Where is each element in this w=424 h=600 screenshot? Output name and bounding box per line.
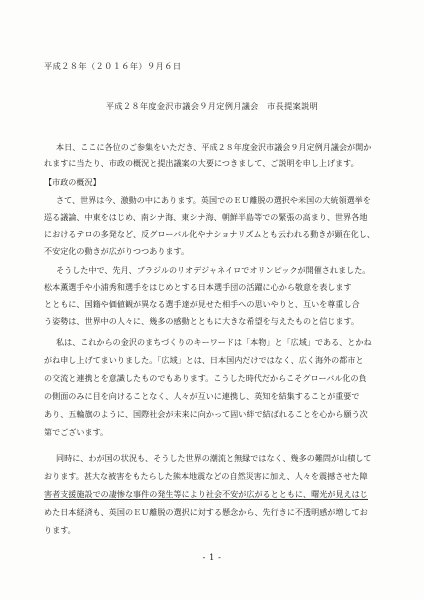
paragraph-4-line-2: おります。甚大な被害をもたらした熊本地震などの自然災害に加え、人々を震撼させた障	[44, 471, 368, 481]
paragraph-3-line-1: 私は、これからの金沢のまちづくりのキーワードは「本物」と「広域」である、とかね	[56, 337, 372, 347]
page-number: - 1 -	[202, 553, 222, 563]
paragraph-2-line-1: そうした中で、先月、ブラジルのリオデジャネイロでオリンピックが開催されました。	[56, 265, 371, 275]
intro-line-2: れますに当たり、市政の概況と提出議案の大要につきまして、ご説明を申し上げます。	[44, 158, 359, 168]
document-date: 平成２８年（２０１６年）９月６日	[44, 61, 182, 71]
paragraph-4-line-3: 害者支援施設での凄惨な事件の発生等により社会不安が広がるとともに、曙光が見えはじ	[44, 489, 368, 499]
section-heading: 【市政の概況】	[44, 177, 101, 187]
paragraph-3-line-6: 第でございます。	[44, 427, 109, 437]
document-title: 平成２８年度金沢市議会９月定例月議会 市長提案説明	[105, 101, 319, 111]
paragraph-2-line-4: う姿勢は、世界中の人々に、幾多の感動とともに大きな希望を与えたものと信じます。	[44, 316, 360, 326]
paragraph-3-line-5: あり、五輪旗のように、国際社会が未来に向かって固い絆で結ばれることを心から願う次	[44, 409, 368, 419]
paragraph-3-line-3: の交流と連携とを意識したものでもあります。こうした時代だからこそグローバル化の負	[44, 373, 367, 383]
paragraph-4-line-4: めた日本経済も、英国のＥＵ離脱の選択に対する懸念から、先行きに不透明感が増してお	[44, 507, 368, 517]
paragraph-1-line-4: 不安定化の動きが広がりつつあります。	[44, 246, 190, 256]
paragraph-3-line-2: がね申し上げてまいりました。「広域」とは、日本国内だけではなく、広く海外の都市と	[44, 355, 364, 365]
paragraph-1-line-2: 巡る議論、中東をはじめ、南シナ海、東シナ海、朝鮮半島等での緊張の高まり、世界各地	[44, 212, 368, 222]
paragraph-2-line-3: とともに、国籍や価値観が異なる選手達が見せた相手への思いやりと、互いを尊重し合	[44, 299, 360, 309]
paragraph-1-line-1: さて、世界は今、激動の中にあります。英国でのＥＵ離脱の選択や米国の大統領選挙を	[56, 195, 371, 205]
paragraph-4-line-1: 同時に、わが国の状況も、そうした世界の潮流と無縁ではなく、幾多の難問が山積して	[56, 453, 372, 463]
paragraph-3-line-4: の側面のみに目を向けることなく、人々が互いに連携し、英知を結集することが重要で	[44, 391, 360, 401]
paragraph-2-line-2: 松本薫選手や小浦秀和選手をはじめとする日本選手団の活躍に心から敬意を表します	[44, 282, 352, 292]
paragraph-4-line-5: ります。	[44, 525, 76, 535]
intro-line-1: 本日、ここに各位のご参集をいただき、平成２８年度金沢市議会９月定例月議会が開か	[56, 142, 372, 152]
paragraph-1-line-3: におけるテロの多発など、反グローバル化やナショナリズムとも云われる動きが顕在化し、	[44, 229, 375, 239]
